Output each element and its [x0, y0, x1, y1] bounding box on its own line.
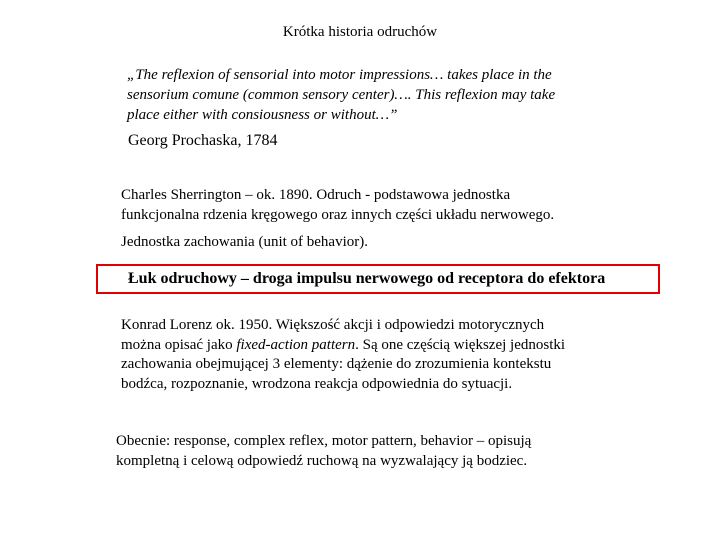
paragraph-line: kompletną i celową odpowiedź ruchową na wyzwalający ją bodziec. — [116, 453, 528, 469]
paragraph-line: Charles Sherrington – ok. 1890. Odruch - podstawowa jednostka — [121, 187, 511, 203]
paragraph-line: Konrad Lorenz ok. 1950. Większość akcji i odpowiedzi motorycznych — [121, 317, 545, 333]
quote-line: „The reflexion of sensorial into motor impressions… takes place in the — [127, 67, 552, 83]
sherrington-paragraph — [121, 185, 601, 225]
paragraph-text: . Są one częścią większej jednostki — [355, 336, 566, 353]
fixed-action-pattern-term: fixed-action pattern — [236, 336, 356, 353]
reflex-arc-box — [96, 264, 660, 294]
paragraph-line — [121, 336, 611, 356]
paragraph-line: funkcjonalna rdzenia kręgowego oraz innych części układu nerwowego. — [121, 207, 555, 223]
page-title: Krótka historia odruchów — [282, 24, 438, 40]
current-definition-paragraph — [116, 431, 586, 471]
reflex-arc-title: Łuk odruchowy – droga impulsu nerwowego od receptora do efektora — [128, 270, 606, 287]
quote-line: place either with consiousness or without…” — [127, 107, 398, 123]
prochaska-quote — [127, 65, 597, 125]
lorenz-paragraph — [121, 316, 611, 394]
paragraph-line: zachowania obejmującej 3 elementy: dążenie do zrozumienia kontekstu — [121, 356, 552, 372]
paragraph-line: Obecnie: response, complex reflex, motor pattern, behavior – opisują — [116, 433, 532, 449]
paragraph-line: bodźca, rozpoznanie, wrodzona reakcja odpowiednia do sytuacji. — [121, 375, 513, 392]
quote-author: Georg Prochaska, 1784 — [128, 132, 278, 149]
quote-line: sensorium comune (common sensory center)…. This reflexion may take — [127, 87, 556, 103]
paragraph-text: można opisać jako — [121, 336, 237, 353]
behavior-unit-text: Jednostka zachowania (unit of behavior). — [121, 234, 368, 250]
